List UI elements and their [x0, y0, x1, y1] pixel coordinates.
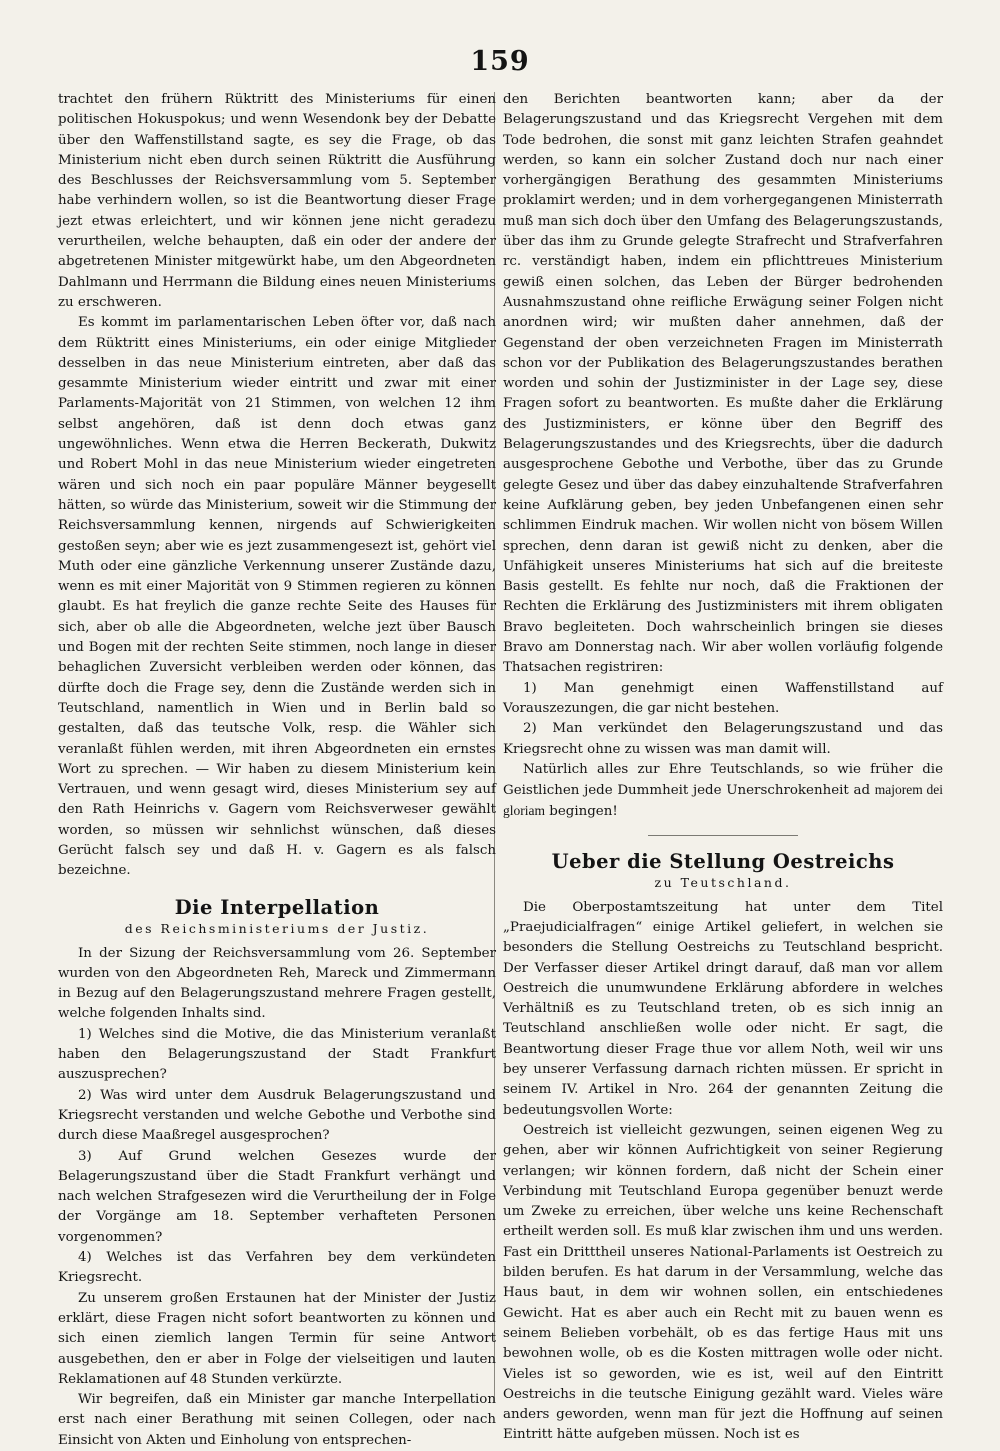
paragraph: Die Oberpostamtszeitung hat unter dem Titel „Praejudicialfragen“ einige Artikel geliefert, in welchen sie besonders die Stellung Oestreichs zu Teutschland bespricht. Der Verfasser dieser Artikel dringt darauf, daß man vor allem Oestreich die unumwundene Erklärung abfordere in welches Verhältniß es zu Teutschland treten, ob es sich innig an Teutschland anschließen wolle oder nicht. Er sagt, die Beantwortung dieser Frage thue vor allem Noth, weil wir uns bey unserer Verfassung darnach richten müssen. Er spricht in seinem IV. Artikel in Nro. 264 der genannten Zeitung die bedeutungsvollen Worte:: [503, 899, 943, 1118]
paragraph: In der Sizung der Reichsversammlung vom 26. September wurden von den Abgeordneten Reh, Mareck und Zimmermann in Bezug auf den Belagerungszustand mehrere Fragen gestellt, welche folgenden Inhalts sind.: [58, 945, 496, 1022]
left-body-a: [58, 90, 496, 882]
paragraph: den Berichten beantworten kann; aber da der Belagerungszustand und das Kriegsrecht Vergehen mit dem Tode bedrohen, die sonst mit ganz leichten Strafen geahndet werden, so kann ein solcher Zustand doch nur nach einer vorhergängigen Berathung des gesammten Ministeriums proklamirt werden; und in dem vorhergegangenen Ministerrath muß man sich doch über den Umfang des Belagerungszustands, über das ihm zu Grunde gelegte Strafrecht und Strafverfahren rc. verständigt haben, indem ein pflichttreues Ministerium gewiß einen solchen, das Leben der Bürger bedrohenden Ausnahmszustand ohne reifliche Erwägung seiner Folgen nicht anordnen wird; wir mußten daher annehmen, daß der Gegenstand der oben verzeichneten Fragen im Ministerrath schon vor der Publikation des Belagerungszustandes berathen worden und sohin der Justizminister in der Lage sey, diese Fragen sofort zu beantworten. Es mußte daher die Erklärung des Justizministers, er könne über den Begriff des Belagerungszustandes und des Kriegsrechts, über die dadurch ausgesprochene Gebothe und Verbothe, über das zu Grunde gelegte Gesez und über das dabey einzuhaltende Strafverfahren keine Aufklärung geben, bey jeden Unbefangenen einen sehr schlimmen Eindruk machen. Wir wollen nicht von bösem Willen sprechen, denn daran ist gewiß nicht zu denken, aber die Unfähigkeit unseres Ministeriums hat sich auf die breiteste Basis gestellt. Es fehlte nur noch, daß die Fraktionen der Rechten die Erklärung des Justizministers mit ihrem obligaten Bravo begleiteten. Doch wahrscheinlich bringen sie dieses Bravo am Donnerstag nach. Wir aber wollen vorläufig folgende Thatsachen registriren:: [503, 92, 943, 676]
right-body-b: [503, 898, 943, 1446]
question-item: 4) Welches ist das Verfahren bey dem verkündeten Kriegsrecht.: [58, 1250, 496, 1286]
paragraph: Es kommt im parlamentarischen Leben öfter vor, daß nach dem Rüktritt eines Ministeriums, ein oder einige Mitglieder desselben in das neue Ministerium eintreten, aber daß das gesammte Ministerium wieder eintritt und zwar mit einer Parlaments-Majorität von 21 Stimmen, von welchen 12 ihm selbst angehören, daß ist denn doch etwas ganz ungewöhnliches. Wenn etwa die Herren Beckerath, Dukwitz und Robert Mohl in das neue Ministerium wieder eingetreten wären und sich noch ein paar populäre Männer beygesellt hätten, so würde das Ministerium, soweit wir die Stimmung der Reichsversammlung kennen, nirgends auf Schwierigkeiten gestoßen seyn; aber wie es jezt zusammengesezt ist, gehört viel Muth oder eine gänzliche Verkennung unserer Zustände dazu, wenn es mit einer Majorität von 9 Stimmen regieren zu können glaubt. Es hat freylich die ganze rechte Seite des Hauses für sich, aber ob alle die Abgeordneten, welche jezt über Bausch und Bogen mit der rechten Seite stimmen, noch lange in dieser behaglichen Zuversicht verbleiben werden oder können, das dürfte doch die Frage sey, denn die Zustände werden sich in Teutschland, namentlich in Wien und in Berlin bald so gestalten, daß das teutsche Volk, resp. die Wähler sich veranlaßt fühlen werden, mit ihren Abgeordneten ein ernstes Wort zu sprechen. — Wir haben zu diesem Ministerium kein Vertrauen, und wenn gesagt wird, dieses Ministerium sey auf den Rath Heinrichs v. Gagern vom Reichsverweser gewählt worden, so müssen wir sehnlichst wünschen, daß dieses Gerücht falsch sey und daß H. v. Gagern es als falsch bezeichne.: [58, 315, 496, 879]
left-column: [58, 90, 496, 1451]
paragraph: Oestreich ist vielleicht gezwungen, seinen eigenen Weg zu gehen, aber wir können Aufrichtigkeit von seiner Regierung verlangen; wir können fordern, daß nicht der Schein einer Verbindung mit Teutschland Europa gegenüber benuzt werde um Zweke zu erreichen, über welche uns keine Rechenschaft ertheilt werden soll. Es muß klar zwischen ihm und uns werden. Fast ein Dritttheil unseres National-Parlaments ist Oestreich zu bilden berufen. Es hat darum in der Versammlung, welche das Haus baut, in dem wir wohnen sollen, ein entschiedenes Gewicht. Hat es aber auch ein Recht mit zu bauen wenn es seinem Belieben vorbehält, ob es das fertige Haus mit uns bewohnen wolle, ob es die Kosten mittragen wolle oder nicht. Vieles ist so geworden, wie es ist, weil auf den Eintritt Oestreichs in die teutsche Einigung gezählt ward. Vieles wäre anders geworden, wenn man für jezt die Hoffnung auf seinen Eintritt hätte aufgeben müssen. Noch ist es: [503, 1122, 943, 1443]
paragraph: Wir begreifen, daß ein Minister gar manche Interpellation erst nach einer Berathung mit seinen Collegen, oder nach Einsicht von Akten und Einholung von entsprechen-: [58, 1392, 496, 1448]
paragraph: trachtet den frühern Rüktritt des Ministeriums für einen politischen Hokuspokus; und wenn Wesendonk bey der Debatte über den Waffenstillstand sagte, es sey die Frage, ob das Ministerium nicht eben durch seinen Rüktritt die Ausführung des Beschlusses der Reichsversammlung vom 5. September habe verhindern wollen, so ist die Beantwortung dieser Frage jezt etwas erleichtert, und wir können jene nicht geradezu verurtheilen, welche behaupten, daß ein oder der andere der abgetretenen Minister mitgewürkt habe, um den Abgeordneten Dahlmann und Herrmann die Bildung eines neuen Ministeriums zu erschweren.: [58, 92, 496, 310]
closing-paragraph: [503, 760, 943, 823]
closing-latin-phrase: majorem dei gloriam: [503, 782, 943, 819]
paragraph: Zu unserem großen Erstaunen hat der Minister der Justiz erklärt, diese Fragen nicht sofort beantworten zu können und sich einen ziemlich langen Termin für seine Antwort ausgebethen, den er aber in Folge der vielseitigen und lauten Reklamationen auf 48 Stunden verkürzte.: [58, 1290, 496, 1387]
question-item: 1) Welches sind die Motive, die das Ministerium veranlaßt haben den Belagerungszustand der Stadt Frankfurt auszusprechen?: [58, 1026, 496, 1083]
article-subheading-interpellation: des Reichsministeriums der Justiz.: [124, 920, 430, 936]
article-heading-interpellation: Die Interpellation: [174, 895, 380, 919]
left-body-b: [58, 944, 496, 1451]
article-heading-oestreich: Ueber die Stellung Oestreichs: [551, 849, 895, 873]
question-item: 3) Auf Grund welchen Gesezes wurde der Belagerungszustand über die Stadt Frankfurt verhängt und nach welchen Strafgesezen wird die Verurtheilung der in Folge der Vorgänge am 18. September verhafteten Personen vorgenommen?: [58, 1148, 496, 1245]
right-column: [503, 90, 943, 1446]
section-divider: [648, 835, 798, 836]
article-subheading-oestreich: zu Teutschland.: [654, 874, 792, 890]
closing-text: Natürlich alles zur Ehre Teutschlands, so wie früher die Geistlichen jede Dummheit jede Unerschrokenheit ad: [503, 761, 943, 799]
question-item: 2) Was wird unter dem Ausdruk Belagerungszustand und Kriegsrecht verstanden und welche Gebothe und Verbothe sind durch diese Maaßregel ausgesprochen?: [58, 1087, 496, 1144]
question-item: 2) Man verkündet den Belagerungszustand und das Kriegsrecht ohne zu wissen was man damit will.: [503, 721, 943, 757]
page-number: 159: [470, 46, 530, 77]
right-body-a: [503, 90, 943, 760]
closing-end: begingen!: [549, 804, 618, 820]
question-item: 1) Man genehmigt einen Waffenstillstand auf Vorauszezungen, die gar nicht bestehen.: [503, 680, 943, 716]
